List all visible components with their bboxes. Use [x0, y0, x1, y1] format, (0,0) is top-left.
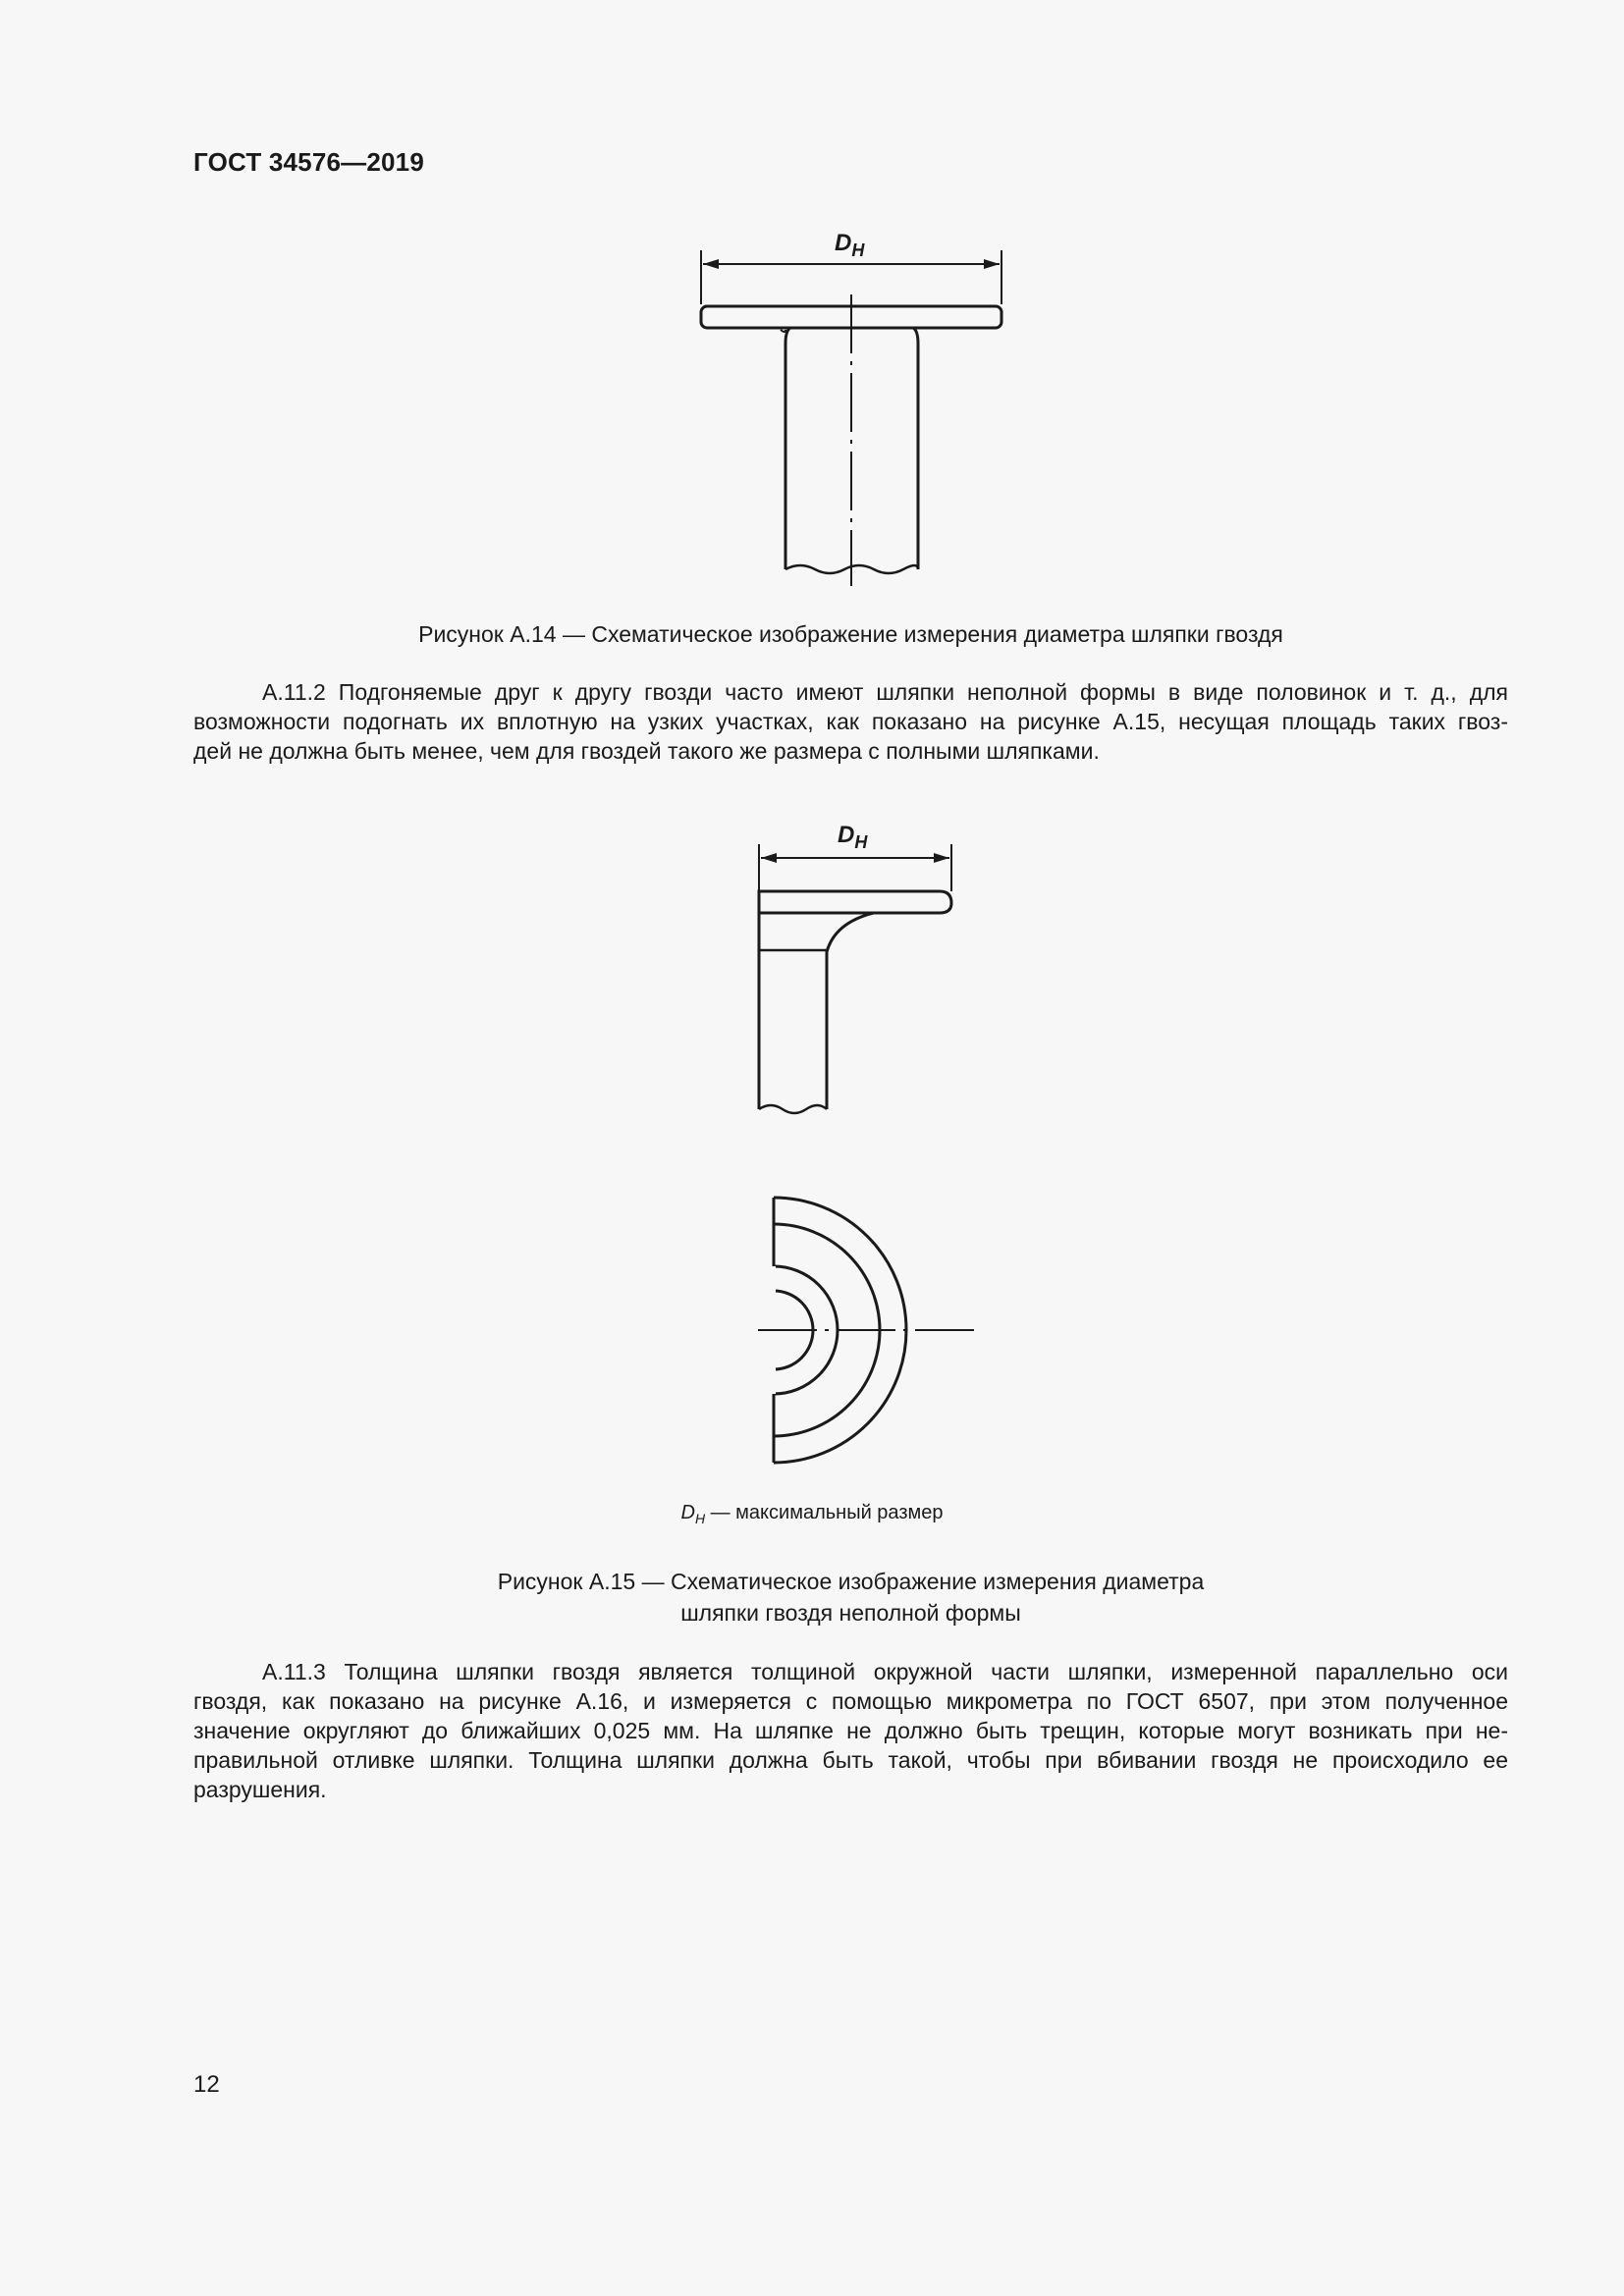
paragraph-line: дей не должна быть менее, чем для гвоздей такого же размера с полными шляпками. [193, 738, 1100, 764]
figure-a15-caption [193, 1566, 1508, 1629]
document-code: ГОСТ 34576—2019 [193, 147, 424, 177]
paragraph-line: правильной отливке шляпки. Толщина шляпки должна быть такой, чтобы при вбивании гвоздя не происходило ее [193, 1747, 1508, 1773]
paragraph-a11-3 [193, 1657, 1508, 1804]
note-subscript: H [694, 1511, 706, 1526]
paragraph-line: значение округляют до ближайших 0,025 мм. На шляпке не должно быть трещин, которые могут возникать при не- [193, 1718, 1508, 1743]
svg-text:DH [835, 230, 865, 260]
figure-a14-dim-subscript: H [851, 240, 865, 260]
paragraph-a11-2 [193, 677, 1508, 766]
paragraph-line: возможности подогнать их вплотную на узких участках, как показано на рисунке А.15, несущая площадь таких гвоз- [193, 709, 1508, 734]
figure-a14-caption: Рисунок А.14 — Схематическое изображение измерения диаметра шляпки гвоздя [418, 621, 1283, 647]
figure-a15-caption-line1: Рисунок А.15 — Схематическое изображение измерения диаметра [497, 1569, 1205, 1594]
svg-text:DH [838, 822, 868, 852]
paragraph-line: А.11.3 Толщина шляпки гвоздя является толщиной окружной части шляпки, измеренной параллельно оси [262, 1659, 1508, 1684]
figure-a15-dim-label: D [838, 822, 855, 848]
figure-a14-drawing [677, 221, 1031, 594]
figure-a15-side-view [736, 815, 972, 1129]
figure-a15-caption-line2: шляпки гвоздя неполной формы [680, 1600, 1021, 1626]
figure-a15-top-view [746, 1183, 992, 1477]
figure-a14-dim-label: D [835, 230, 852, 256]
note-symbol: D [680, 1502, 695, 1523]
paragraph-line: А.11.2 Подгоняемые друг к другу гвозди часто имеют шляпки неполной формы в виде половинок и т. д., для [262, 679, 1508, 705]
note-text: — максимальный размер [705, 1502, 944, 1523]
figure-a15-note [0, 1502, 1624, 1526]
figure-a15-dim-subscript: H [854, 832, 868, 852]
paragraph-line: гвоздя, как показано на рисунке А.16, и измеряется с помощью микрометра по ГОСТ 6507, при этом полученное [193, 1688, 1508, 1714]
page-number: 12 [193, 2071, 220, 2098]
paragraph-line: разрушения. [193, 1777, 327, 1802]
